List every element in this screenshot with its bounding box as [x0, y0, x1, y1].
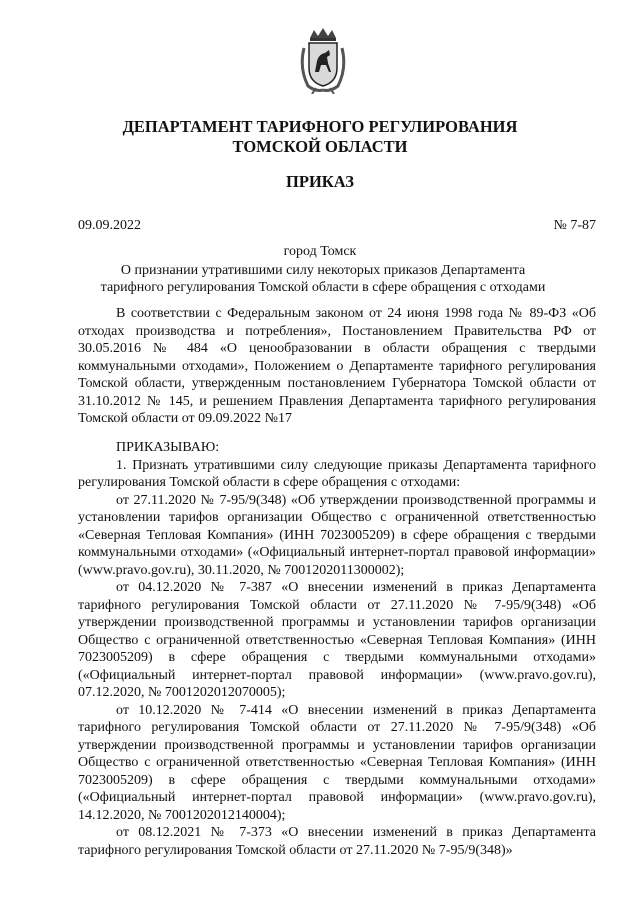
- document-number: № 7-87: [553, 218, 596, 233]
- preamble: [78, 305, 596, 428]
- preamble-text: В соответствии с Федеральным законом от 24 июня 1998 года № 89-ФЗ «Об отходах производства и потребления», Постановлением Правительства РФ от 30.05.2016 № 484 «О ценообразовании в области обращения с твердыми коммунальными отходами», Положением о Департаменте тарифного регулирования Томской области, утвержденным постановлением Губернатора Томской области от 31.10.2012 № 145, и решением Правления Департамента тарифного регулирования Томской области от 09.09.2022 №17: [78, 306, 596, 426]
- order-clause: от 08.12.2021 № 7-373 «О внесении изменений в приказ Департамента тарифного регулирования Томской области от 27.11.2020 № 7-95/9(348)»: [78, 825, 596, 858]
- document-date: 09.09.2022: [78, 218, 141, 233]
- document-type: ПРИКАЗ: [286, 172, 354, 191]
- document-city: город Томск: [283, 244, 357, 259]
- order-clause: от 10.12.2020 № 7-414 «О внесении изменений в приказ Департамента тарифного регулирования Томской области от 27.11.2020 № 7-95/9(348) «Об утверждении производственной программы и установлении тарифов организации Общество с ограниченной ответственностью «Северная Тепловая Компания» (ИНН 7023005209) в сфере обращения с твердыми коммунальными отходами» («Официальный интернет-портал правовой информации» (www.pravo.gov.ru), 14.12.2020, № 7001202012140004);: [78, 702, 596, 823]
- department-title-line1: ДЕПАРТАМЕНТ ТАРИФНОГО РЕГУЛИРОВАНИЯ: [122, 117, 518, 136]
- order-section: [78, 439, 596, 859]
- document-subject: О признании утратившими силу некоторых приказов Департамента тарифного регулирования Томской области в сфере обращения с отходами: [100, 263, 546, 295]
- order-clause: от 27.11.2020 № 7-95/9(348) «Об утверждении производственной программы и установлении тарифов организации Общество с ограниченной ответственностью «Северная Тепловая Компания» (ИНН 7023005209) в сфере обращения с твердыми коммунальными отходами» («Официальный интернет-портал правовой информации» (www.pravo.gov.ru), 30.11.2020, № 7001202011300002);: [78, 492, 596, 578]
- department-title-line2: ТОМСКОЙ ОБЛАСТИ: [232, 137, 408, 156]
- order-clause: от 04.12.2020 № 7-387 «О внесении изменений в приказ Департамента тарифного регулирования Томской области от 27.11.2020 № 7-95/9(348) «Об утверждении производственной программы и установлении тарифов организации Общество с ограниченной ответственностью «Северная Тепловая Компания» (ИНН 7023005209) в сфере обращения с твердыми коммунальными отходами» («Официальный интернет-портал правовой информации» (www.pravo.gov.ru), 07.12.2020, № 7001202012070005);: [78, 580, 596, 700]
- order-item-1: 1. Признать утратившими силу следующие приказы Департамента тарифного регулирования Томской области в сфере обращения с отходами:: [78, 457, 596, 490]
- order-heading: ПРИКАЗЫВАЮ:: [116, 440, 220, 455]
- tomsk-coat-of-arms-icon: [298, 28, 348, 94]
